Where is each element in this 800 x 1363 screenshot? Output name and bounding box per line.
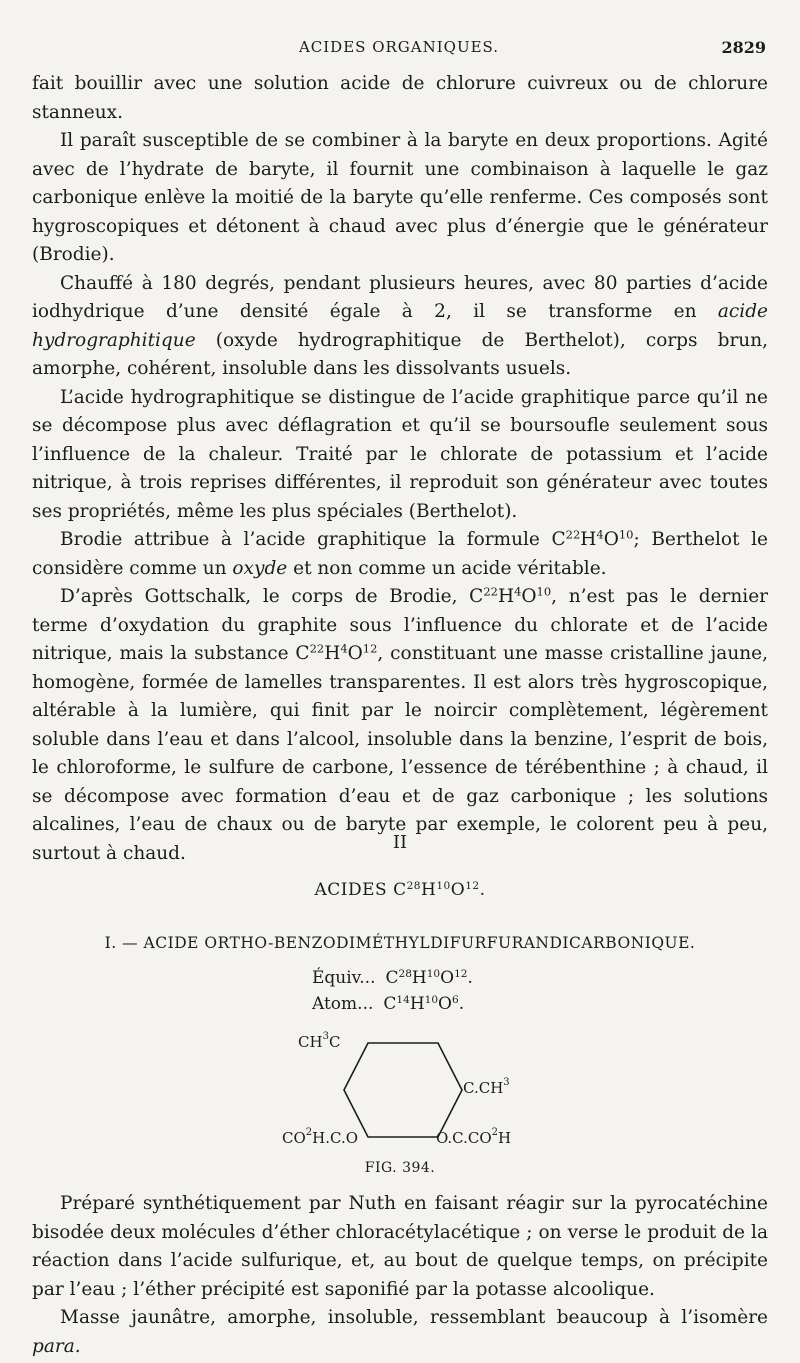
superscript: 4 [514, 584, 522, 599]
section-heading-suffix: . [479, 880, 486, 900]
equiv-formula: $C^{28}H^{10}O^{12}$. [385, 968, 473, 988]
superscript: 22 [565, 527, 581, 542]
superscript: 12 [362, 641, 378, 656]
text-run: H [497, 586, 515, 607]
section-heading-h: 10 [436, 880, 451, 893]
text-run: , constituant une masse cristalline jaune, homogène, formée de lamelles transparentes. Il est alors très hygroscopique, altérable à la lumière, qui finit par le noircir complètement, légèrement soluble dans l’eau et dans l’alcool, insoluble dans la benzine, l’esprit de bois, le chloroforme, le sulfure de carbone, l’essence de térébenthine ; à chaud, il se décompose avec formation d’eau et de gaz carbonique ; les solutions alcalines, l’eau de chaux ou de baryte par exemple, le colorent peu à peu, surtout à chaud. [32, 643, 768, 864]
text-run: , n’est pas le dernier terme d’oxydation du graphite sous l’influence du chlorate et de l’acide nitrique, mais la substance C [32, 586, 768, 664]
paragraph [32, 127, 768, 270]
paragraph [32, 583, 768, 868]
italic-text: oxyde [232, 557, 288, 579]
substituent-top-left: $CH^3C$ [298, 1031, 341, 1051]
superscript: 10 [536, 584, 552, 599]
equiv-row [312, 965, 473, 991]
text-run: O [521, 586, 537, 607]
text-run: ; Berthelot le considère comme un [32, 529, 768, 579]
structure-diagram [270, 1025, 550, 1150]
page-number: 2829 [721, 38, 766, 57]
text-run: (oxyde hydrographitique de Berthelot), corps brun, amorphe, cohérent, insoluble dans les dissolvants usuels. [32, 329, 768, 379]
superscript: 4 [340, 641, 348, 656]
text-run: H [580, 529, 597, 550]
text-run: Brodie attribue à l’acide graphitique la formule C [60, 529, 566, 550]
text-run: Il paraît susceptible de se combiner à la baryte en deux proportions. Agité avec de l’hydrate de baryte, il fournit une combinaison à laquelle le gaz carbonique enlève la moitié de la baryte qu’elle renferme. Ces composés sont hygroscopiques et détonent à chaud avec plus d’énergie que le générateur (Brodie). [32, 130, 768, 265]
running-title: ACIDES ORGANIQUES. [298, 38, 500, 56]
text-run: O [347, 643, 363, 664]
text-run: Masse jaunâtre, amorphe, insoluble, ressemblant beaucoup à l’isomère [60, 1307, 768, 1328]
paragraph [32, 1304, 768, 1361]
section-heading-c: 28 [406, 880, 422, 893]
section-heading-o: 12 [465, 880, 480, 893]
text-run: et non comme un acide véritable. [287, 557, 607, 579]
substituent-right: $C.CH^3$ [463, 1077, 510, 1097]
substituent-bottom-right: $O.C.CO^2H$ [436, 1127, 512, 1147]
benzene-ring [344, 1043, 462, 1137]
figure-label: FIG. 394. [364, 1160, 436, 1176]
text-run: D’après Gottschalk, le corps de Brodie, C [60, 586, 484, 607]
atom-row [312, 991, 473, 1017]
text-run: H [324, 643, 341, 664]
section-heading-h-symbol: H [421, 880, 437, 900]
paragraph [32, 1190, 768, 1304]
substituent-bottom-left: $CO^2H.C.O$ [282, 1127, 359, 1147]
atom-label: Atom... [312, 994, 374, 1014]
text-run: Chauffé à 180 degrés, pendant plusieurs heures, avec 80 parties d’acide iodhydrique d’une densité égale à 2, il se transforme en [32, 272, 768, 322]
superscript: 22 [309, 641, 325, 656]
paragraph [32, 70, 768, 127]
section-numeral: II [392, 832, 408, 853]
section-heading-o-symbol: O [450, 880, 466, 900]
paragraph [32, 384, 768, 527]
text-run: L’acide hydrographitique se distingue de l’acide graphitique parce qu’il ne se décompose plus avec déflagration et qu’il se boursoufle seulement sous l’influence de la chaleur. Traité par le chlorate de potassium et l’acide nitrique, à trois reprises différentes, il reproduit son générateur avec toutes ses propriétés, même les plus spéciales (Berthelot). [32, 386, 768, 522]
page-header [32, 38, 766, 60]
section-heading [0, 880, 800, 900]
italic-text: para. [32, 1335, 81, 1357]
final-text [32, 1190, 768, 1361]
superscript: 10 [618, 527, 634, 542]
compound-title: I. — ACIDE ORTHO-BENZODIMÉTHYLDIFURFURANDICARBONIQUE. [104, 934, 696, 952]
formula-block [312, 965, 473, 1017]
body-text [32, 70, 768, 868]
text-run: fait bouillir avec une solution acide de chlorure cuivreux ou de chlorure stanneux. [32, 73, 768, 123]
text-run: O [603, 529, 619, 550]
italic-text: acide hydrographitique [32, 301, 768, 351]
superscript: 22 [483, 584, 498, 599]
text-run: Préparé synthétiquement par Nuth en faisant réagir sur la pyrocatéchine bisodée deux molécules d’éther chloracétylacétique ; on verse le produit de la réaction dans l’acide sulfurique, et, au bout de quelque temps, on précipite par l’eau ; l’éther précipité est saponifié par la potasse alcoolique. [32, 1193, 768, 1300]
atom-formula: $C^{14}H^{10}O^6$. [383, 994, 465, 1014]
section-heading-prefix: ACIDES C [314, 880, 407, 900]
superscript: 4 [596, 527, 604, 542]
equiv-label: Équiv... [312, 968, 376, 988]
paragraph [32, 270, 768, 384]
paragraph [32, 526, 768, 583]
